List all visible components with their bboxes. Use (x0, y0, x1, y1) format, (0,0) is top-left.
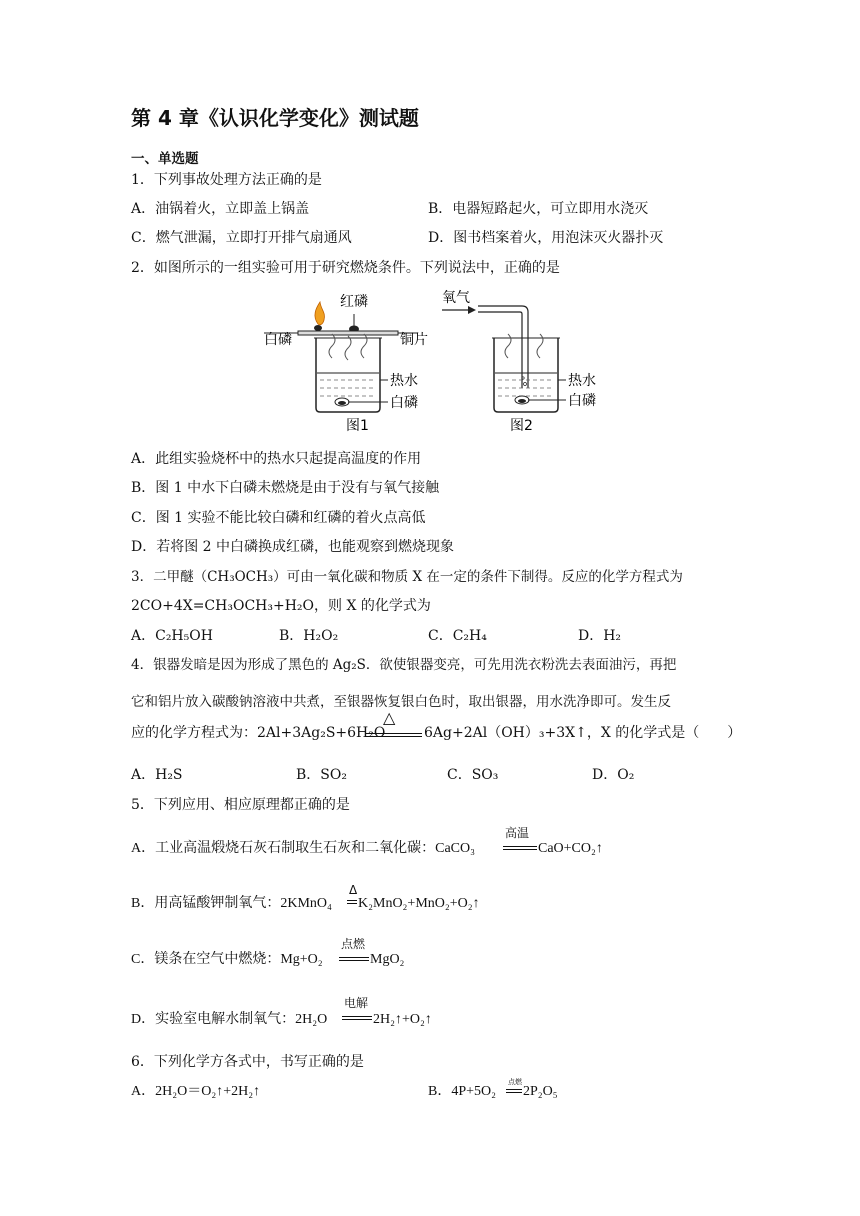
q5-option-d-condition: 电解 (344, 996, 369, 1010)
q5-option-a-right: CaO+CO₂↑ (538, 841, 603, 856)
q6-option-b-right: 2P₂O₅ (523, 1084, 558, 1099)
q5-option-d-equals (342, 1016, 372, 1020)
q3-option-a: A．C₂H₅OH (131, 628, 213, 644)
q4-line-1: 4．银器发暗是因为形成了黑色的 Ag₂S．欲使银器变亮，可先用洗衣粉洗去表面油污，再把 (131, 657, 677, 673)
q5-option-a-left: A．工业高温煅烧石灰石制取生石灰和二氧化碳：CaCO₃ (131, 841, 475, 856)
q4-reaction-condition: △ (383, 708, 396, 727)
q4-option-a: A．H₂S (131, 767, 183, 783)
q1-option-a: A．油锅着火，立即盖上锅盖 (131, 201, 310, 217)
q6-option-b-equals (506, 1089, 522, 1093)
q3-option-c: C．C₂H₄ (428, 628, 487, 644)
q5-option-b-equals (347, 900, 357, 904)
q5-option-c-left: C．镁条在空气中燃烧：Mg+O₂ (131, 952, 323, 967)
q4-option-c: C．SO₃ (447, 767, 499, 783)
q1-option-c: C．燃气泄漏，立即打开排气扇通风 (131, 230, 352, 246)
q4-line-2: 它和铝片放入碳酸钠溶液中共煮，至银器恢复银白色时，取出银器，用水洗净即可。发生反 (131, 694, 671, 710)
q4-equals-sign (366, 733, 422, 737)
page-title: 第 4 章《认识化学变化》测试题 (131, 106, 419, 130)
q6-option-b-left: B．4P+5O₂ (428, 1084, 497, 1099)
label-white-phosphorus-top: 白磷 (264, 332, 292, 348)
q5-option-a-condition: 高温 (505, 826, 530, 840)
q3-option-b: B．H₂O₂ (279, 628, 339, 644)
q1-stem: 1．下列事故处理方法正确的是 (131, 172, 322, 188)
q6-stem: 6．下列化学方各式中，书写正确的是 (131, 1054, 364, 1070)
q4-option-d: D．O₂ (592, 767, 635, 783)
figure-1-apparatus (258, 288, 438, 438)
q2-option-d: D．若将图 2 中白磷换成红磷，也能观察到燃烧现象 (131, 539, 455, 555)
q4-line-3-right: 6Ag+2Al（OH）₃+3X↑，X 的化学式是（ ） (424, 725, 742, 741)
q5-option-c-right: MgO₂ (370, 952, 405, 967)
flame-icon (315, 302, 325, 325)
q4-line-3-left: 应的化学方程式为：2Al+3Ag₂S+6H₂O (131, 725, 386, 741)
q2-option-c: C．图 1 实验不能比较白磷和红磷的着火点高低 (131, 510, 426, 526)
figure-2-caption: 图2 (510, 418, 533, 434)
q5-option-c-equals (339, 957, 369, 961)
q5-option-c-condition: 点燃 (341, 937, 366, 951)
q2-option-a: A．此组实验烧杯中的热水只起提高温度的作用 (131, 451, 422, 467)
q5-option-b-left: B．用高锰酸钾制氧气：2KMnO₄ (131, 896, 332, 911)
label-hot-water: 热水 (390, 373, 418, 389)
q6-option-a: A．2H₂O＝O₂↑+2H₂↑ (131, 1084, 261, 1099)
q5-option-b-condition: Δ (349, 883, 358, 897)
q5-option-d-right: 2H₂↑+O₂↑ (373, 1012, 432, 1027)
section-heading: 一、单选题 (131, 151, 199, 167)
q4-option-b: B．SO₂ (296, 767, 347, 783)
q2-option-b: B．图 1 中水下白磷未燃烧是由于没有与氧气接触 (131, 480, 440, 496)
q3-line-2: 2CO+4X=CH₃OCH₃+H₂O，则 X 的化学式为 (131, 598, 431, 614)
q5-stem: 5．下列应用、相应原理都正确的是 (131, 797, 350, 813)
q5-option-d-left: D．实验室电解水制氧气：2H₂O (131, 1012, 328, 1027)
q1-option-d: D．图书档案着火，用泡沫灭火器扑灭 (428, 230, 664, 246)
label-white-phosphorus-bottom: 白磷 (390, 395, 418, 411)
figure-2-apparatus (436, 288, 616, 438)
label-white-phosphorus-2: 白磷 (568, 393, 596, 409)
q6-option-b-condition: 点燃 (508, 1078, 522, 1086)
figure-1-caption: 图1 (346, 418, 369, 434)
label-copper-plate: 铜片 (400, 332, 428, 348)
q5-option-a-equals (503, 846, 537, 850)
q3-line-1: 3．二甲醚（CH₃OCH₃）可由一氧化碳和物质 X 在一定的条件下制得。反应的化学方程式为 (131, 569, 683, 585)
label-oxygen: 氧气 (442, 290, 470, 306)
q1-option-b: B．电器短路起火，可立即用水浇灭 (428, 201, 649, 217)
label-red-phosphorus: 红磷 (340, 294, 368, 310)
q2-stem: 2．如图所示的一组实验可用于研究燃烧条件。下列说法中，正确的是 (131, 260, 560, 276)
q5-option-b-right: K₂MnO₂+MnO₂+O₂↑ (358, 896, 480, 911)
q3-option-d: D．H₂ (578, 628, 622, 644)
label-hot-water-2: 热水 (568, 373, 596, 389)
